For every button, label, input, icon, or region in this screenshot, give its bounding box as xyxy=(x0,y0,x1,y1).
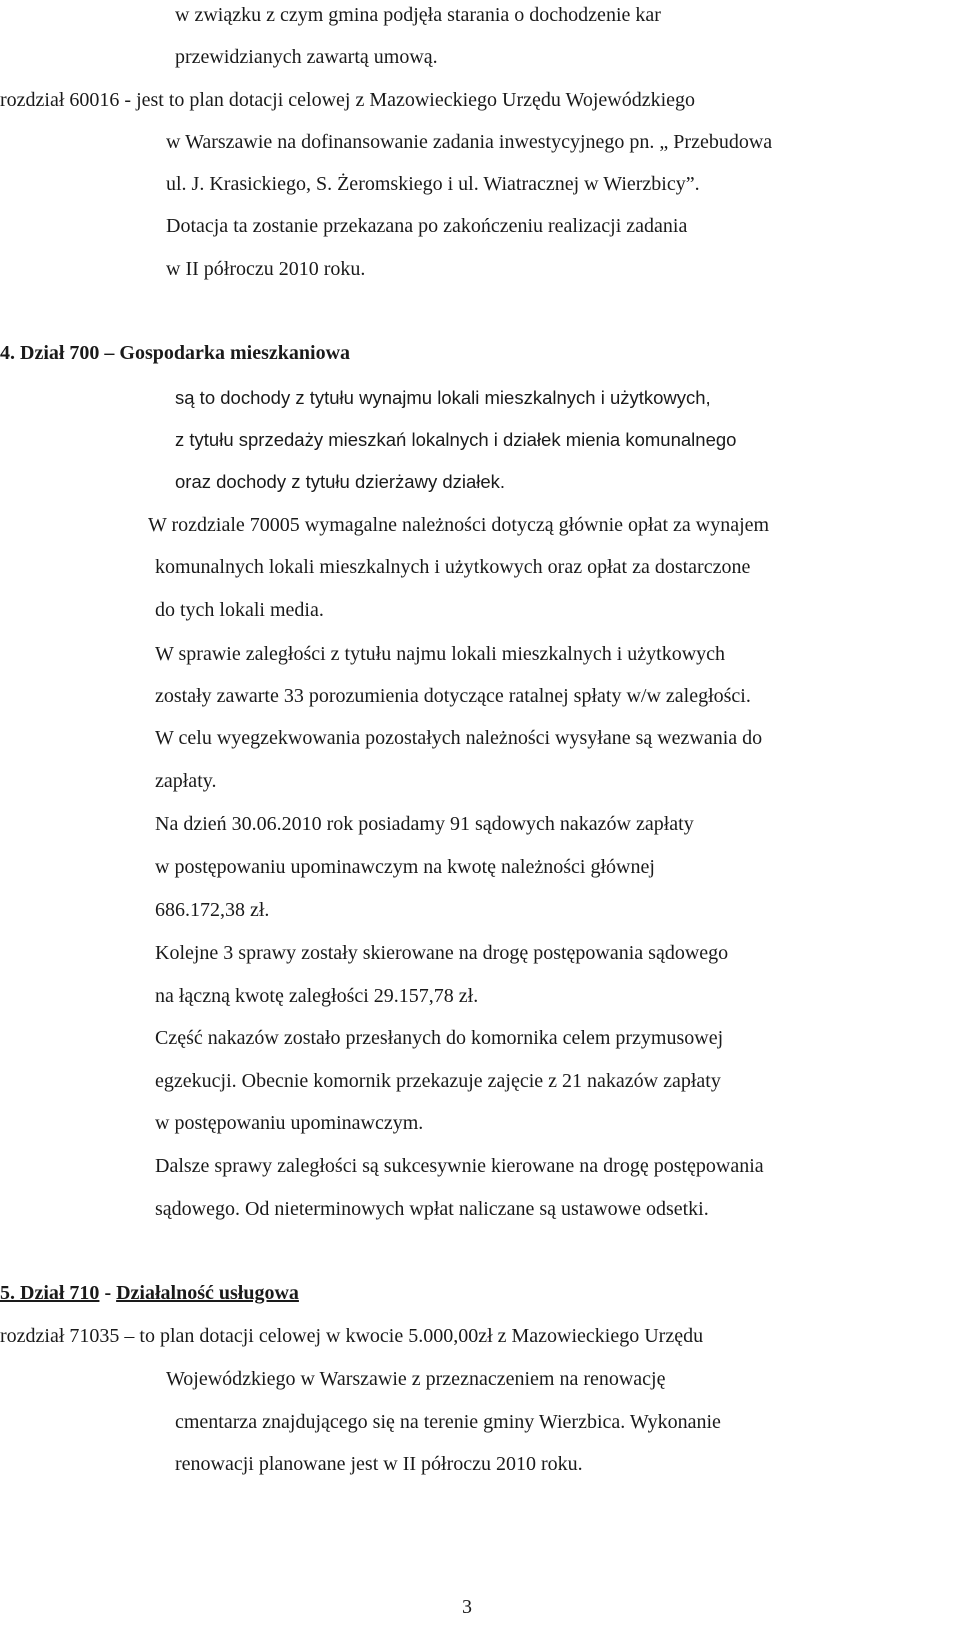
section-4-line: Część nakazów zostało przesłanych do komornika celem przymusowej xyxy=(155,1027,724,1049)
section-4-line: Dalsze sprawy zaległości są sukcesywnie kierowane na drogę postępowania xyxy=(155,1155,764,1177)
page-number: 3 xyxy=(462,1596,472,1618)
section-4-line: Na dzień 30.06.2010 rok posiadamy 91 sądowych nakazów zapłaty xyxy=(155,813,694,835)
intro-line: w związku z czym gmina podjęła starania o dochodzenie kar xyxy=(175,4,661,26)
section-5-heading-separator: - xyxy=(99,1282,117,1304)
intro-line: przewidzianych zawartą umową. xyxy=(175,46,438,68)
section-4-line: do tych lokali media. xyxy=(155,599,324,621)
intro-line: rozdział 60016 - jest to plan dotacji celowej z Mazowieckiego Urzędu Wojewódzkiego xyxy=(0,89,695,111)
section-4-line: W rozdziale 70005 wymagalne należności dotyczą głównie opłat za wynajem xyxy=(148,514,770,536)
section-4-line: W sprawie zaległości z tytułu najmu lokali mieszkalnych i użytkowych xyxy=(155,643,726,665)
section-4-line: w postępowaniu upominawczym na kwotę należności głównej xyxy=(155,856,655,878)
section-4-line: z tytułu sprzedaży mieszkań lokalnych i działek mienia komunalnego xyxy=(175,429,737,450)
section-5-line: cmentarza znajdującego się na terenie gminy Wierzbica. Wykonanie xyxy=(175,1411,721,1433)
section-4-line: Kolejne 3 sprawy zostały skierowane na drogę postępowania sądowego xyxy=(155,942,729,964)
section-4-line: sądowego. Od nieterminowych wpłat naliczane są ustawowe odsetki. xyxy=(155,1198,709,1220)
section-5-line: rozdział 71035 – to plan dotacji celowej w kwocie 5.000,00zł z Mazowieckiego Urzędu xyxy=(0,1325,704,1347)
intro-line: w II półroczu 2010 roku. xyxy=(166,258,366,280)
intro-line: ul. J. Krasickiego, S. Żeromskiego i ul. Wiatracznej w Wierzbicy”. xyxy=(166,173,700,195)
section-4-line: są to dochody z tytułu wynajmu lokali mieszkalnych i użytkowych, xyxy=(175,387,711,408)
section-5-heading-title: Działalność usługowa xyxy=(116,1282,299,1304)
section-4-line: 686.172,38 zł. xyxy=(155,899,270,921)
section-5-line: Wojewódzkiego w Warszawie z przeznaczeniem na renowację xyxy=(166,1368,666,1390)
section-4-line: oraz dochody z tytułu dzierżawy działek. xyxy=(175,471,506,492)
section-4-line: komunalnych lokali mieszkalnych i użytkowych oraz opłat za dostarczone xyxy=(155,556,751,578)
section-5-heading-number: 5. Dział 710 xyxy=(0,1282,100,1304)
section-4-heading: 4. Dział 700 – Gospodarka mieszkaniowa xyxy=(0,342,351,364)
intro-line: w Warszawie na dofinansowanie zadania inwestycyjnego pn. „ Przebudowa xyxy=(166,131,773,153)
section-5-line: renowacji planowane jest w II półroczu 2010 roku. xyxy=(175,1453,583,1475)
section-4-line: zapłaty. xyxy=(155,770,217,792)
intro-line: Dotacja ta zostanie przekazana po zakończeniu realizacji zadania xyxy=(166,215,688,237)
section-4-line: W celu wyegzekwowania pozostałych należności wysyłane są wezwania do xyxy=(155,727,763,749)
section-4-line: na łączną kwotę zaległości 29.157,78 zł. xyxy=(155,985,479,1007)
section-4-line: egzekucji. Obecnie komornik przekazuje zajęcie z 21 nakazów zapłaty xyxy=(155,1070,721,1092)
section-4-line: zostały zawarte 33 porozumienia dotyczące ratalnej spłaty w/w zaległości. xyxy=(155,685,751,707)
section-5-heading xyxy=(0,1280,299,1306)
section-4-line: w postępowaniu upominawczym. xyxy=(155,1112,424,1134)
